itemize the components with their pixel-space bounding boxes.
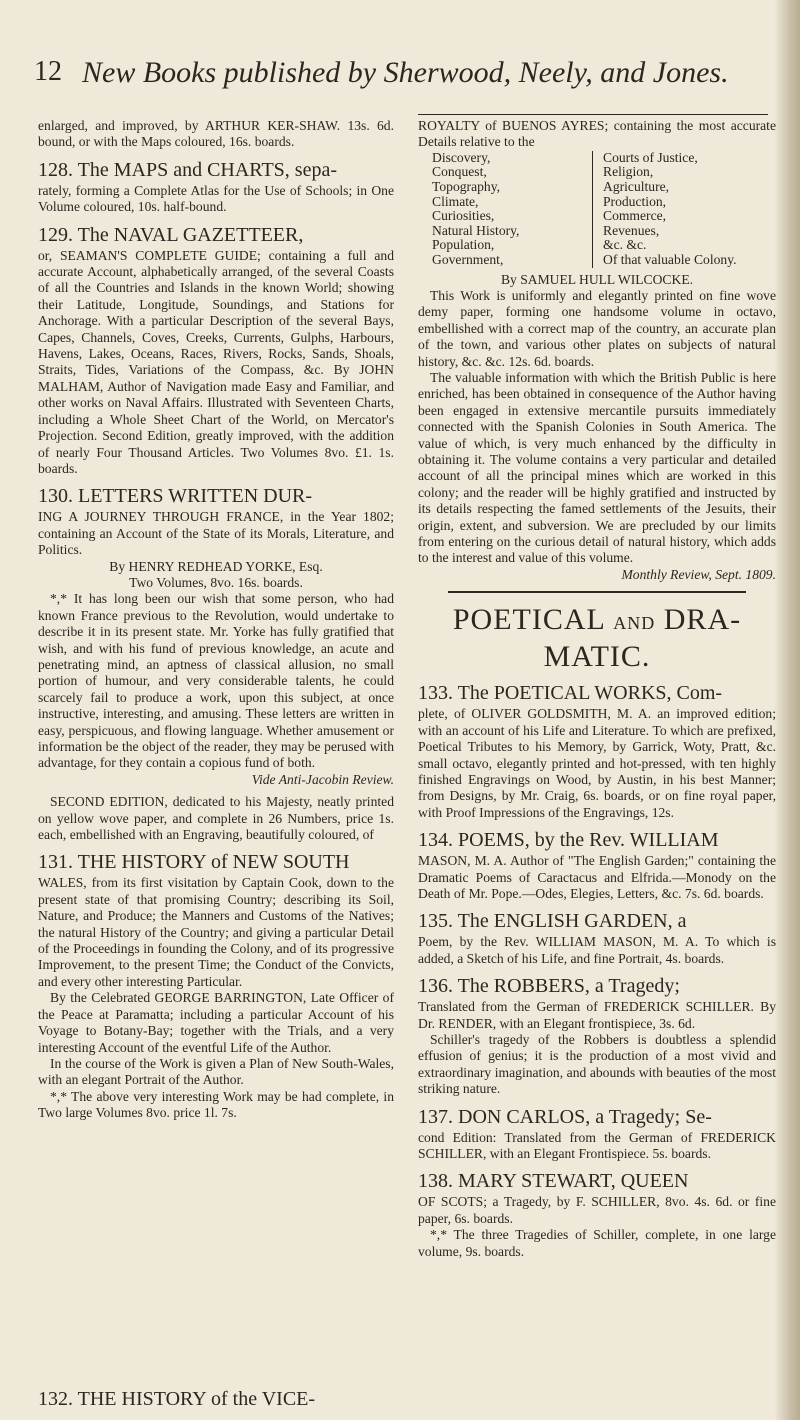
left-column: [38, 118, 394, 1122]
running-header: [34, 56, 754, 96]
topic-item: Religion,: [603, 164, 654, 180]
entry-131-body: WALES, from its first visitation by Captain Cook, down to the present state of that promising Country; describing its Soil, Nature, and Produce; the Manners and Customs of the Natives; the natural History of the Country; and giving a particular Detail of the Proceedings in founding the Colony, and of its progressive Improvement, to the present Time; the Conduct of the Convicts, and every other interesting Particular.: [38, 875, 394, 989]
topic-item: &c. &c.: [603, 237, 647, 253]
entry-134-body: MASON, M. A. Author of "The English Garden;" containing the Dramatic Poems of Caractacus and Elfrida.—Monody on the Death of Mr. Pope.—Odes, Elegies, Letters, &c. 7s. 6d. boards.: [418, 853, 776, 901]
section-rule: [448, 591, 746, 593]
section-title-poetical: POETICAL: [452, 603, 605, 637]
topic-item: Government,: [432, 251, 504, 267]
entry-136-note: Schiller's tragedy of the Robbers is doubtless a splendid effusion of genius; it is the production of a most vivid and extraordinary imagination, and abounds with beauties of the most striking nature.: [418, 1031, 776, 1097]
topic-item: Topography,: [432, 179, 501, 194]
right-column: [418, 118, 776, 1260]
topic-item: Of that valuable Colony.: [603, 251, 737, 267]
page-edge-shadow: [774, 0, 800, 1420]
topic-item: Production,: [603, 193, 667, 209]
entry-134-heading: 134. POEMS, by the Rev. WILLIAM: [418, 829, 719, 852]
entry-137-heading: 137. DON CARLOS, a Tragedy; Se-: [418, 1105, 712, 1128]
topics-left-list: [432, 151, 592, 268]
entry-129-heading: 129. The NAVAL GAZETTEER,: [38, 223, 304, 246]
entry-129-body: or, SEAMAN'S COMPLETE GUIDE; containing a full and accurate Account, alphabetically arranged, of the several Coasts of all the Countries and Islands in the known World; showing their Latitude, Longitude, Soundings, and Stations for Anchorage. With a particular Description of the several Bays, Capes, Channels, Coves, Creeks, Currents, Gulphs, Harbours, Havens, Lakes, Oceans, Races, Rivers, Rocks, Sands, Shoals, Straits, Tides, Variations of the Compass, &c. By JOHN MALHAM, Author of Navigation made Easy and Familiar, and other works on Naval Affairs. Illustrated with Seventeen Charts, including a Whole Sheet Chart of the World, on Mercator's Projection. Second Edition, greatly improved, with the addition of nearly Four Thousand Articles. Two Volumes 8vo. £1. 1s. boards.: [38, 247, 394, 476]
entry-137-body: cond Edition: Translated from the German of FREDERICK SCHILLER, with an Elegant Frontispiece. 5s. boards.: [418, 1129, 776, 1161]
entry-130-heading: 130. LETTERS WRITTEN DUR-: [38, 485, 313, 508]
entry-128-body: rately, forming a Complete Atlas for the Use of Schools; in One Volume coloured, 10s. half-bound.: [38, 182, 394, 215]
entry-130-note: *,* It has long been our wish that some person, who had known France previous to the Revolution, would undertake to describe it in its present state. Mr. Yorke has fully gratified that wish, and with his fund of previous knowledge, an acute and penetrating mind, an aptness of classical allusion, no small portion of humour, and very considerable talents, he could scarcely fail to produce a work, upon this subject, at once instructive, interesting, and amusing. These letters are written in easy, perspicuous, and flowing language. Whether amusement or information be the object of the reader, they may be perused with advantage, for they contain a copious fund of both.: [38, 591, 394, 771]
entry-131-heading: 131. THE HISTORY of NEW SOUTH: [38, 851, 350, 874]
entry-130-source: Vide Anti-Jacobin Review.: [251, 771, 394, 787]
entry-131-plan: In the course of the Work is given a Plan of New South-Wales, with an elegant Portrait of the Author.: [38, 1055, 394, 1088]
entry-136-heading: 136. The ROBBERS, a Tragedy;: [418, 975, 680, 998]
entry-130-author: By HENRY REDHEAD YORKE, Esq.: [109, 558, 323, 574]
royalty-review: The valuable information with which the British Public is here enriched, has been obtained in consequence of the Author having been engaged in extensive mercantile pursuits immediately connected with the Spanish Colonies in South America. The value of which, is very much enhanced by the difficulty in obtaining it. The volume contains a very particular and detailed account of all the principal mines which are worked in this colony; and the reader will be highly gratified and instructed by its details respecting the famed settlements of the Jesuits, their origin, extent, and subversion. We are precluded by our limits from entering on the curious detail of natural history, which adds to the interest and value of this volume.: [418, 370, 776, 566]
entry-136-body: Translated from the German of FREDERICK SCHILLER. By Dr. RENDER, with an Elegant frontispiece, 3s. 6d.: [418, 999, 776, 1031]
topic-item: Climate,: [432, 193, 479, 209]
royalty-source: Monthly Review, Sept. 1809.: [621, 566, 776, 582]
entry-138-body: OF SCOTS; a Tragedy, by F. SCHILLER, 8vo. 4s. 6d. or fine paper, 6s. boards.: [418, 1194, 776, 1226]
entry-131-note: *,* The above very interesting Work may be had complete, in Two large Volumes 8vo. price 1l. 7s.: [38, 1088, 394, 1121]
entry-128-heading: 128. The MAPS and CHARTS, sepa-: [38, 158, 337, 181]
topics-right-list: [592, 151, 763, 268]
page-number: 12: [34, 56, 62, 87]
section-title-and: AND: [613, 613, 656, 634]
entry-138-note: *,* The three Tragedies of Schiller, complete, in one large volume, 9s. boards.: [418, 1227, 776, 1259]
topic-item: Courts of Justice,: [603, 149, 698, 165]
running-title: New Books published by Sherwood, Neely, and Jones.: [82, 56, 729, 89]
entry-135-heading: 135. The ENGLISH GARDEN, a: [418, 910, 687, 933]
topic-item: Commerce,: [603, 208, 667, 224]
topic-item: Natural History,: [432, 222, 520, 238]
royalty-description: This Work is uniformly and elegantly printed on fine wove demy paper, forming one handsome volume in octavo, embellished with a correct map of the country, an accurate plan of the town, and various other plates on subjects of natural history, &c. &c. 12s. 6d. boards.: [418, 287, 776, 369]
entry-131-author: By the Celebrated GEORGE BARRINGTON, Late Officer of the Peace at Paramatta; including a particular Account of his Voyage to Botany-Bay; together with the Trials, and a very interesting Account of the eventful Life of the Author.: [38, 990, 394, 1055]
entry-135-body: Poem, by the Rev. WILLIAM MASON, M. A. To which is added, a Sketch of his Life, and fine Portrait, 4s. boards.: [418, 934, 776, 966]
section-title-dramatic: DRA-MATIC.: [543, 603, 742, 674]
topic-item: Conquest,: [432, 164, 487, 180]
topic-item: Agriculture,: [603, 179, 670, 194]
entry-130-price: Two Volumes, 8vo. 16s. boards.: [129, 574, 303, 590]
entry-132-heading: 132. THE HISTORY of the VICE-: [38, 1388, 316, 1410]
topic-item: Curiosities,: [432, 208, 495, 224]
second-edition-notice: SECOND EDITION, dedicated to his Majesty, neatly printed on yellow wove paper, and complete in 26 Numbers, price 1s. each, embellished with an Engraving, beautifully coloured, of: [38, 794, 394, 843]
continued-text: enlarged, and improved, by ARTHUR KER-SHAW. 13s. 6d. bound, or with the Maps coloured, 16s. boards.: [38, 118, 394, 150]
topic-item: Discovery,: [432, 149, 491, 165]
entry-138-heading: 138. MARY STEWART, QUEEN: [418, 1170, 689, 1193]
entry-133-body: plete, of OLIVER GOLDSMITH, M. A. an improved edition; with an account of his Life and Literature. To which are prefixed, Poetical Tributes to his Memory, by Garrick, Woty, Pratt, &c. small octavo, elegantly printed and hot-pressed, with ten highly finished Engravings on Wood, by Austin, in his best Manner; from Designs, by Mr. Craig, 6s. boards, or on fine royal paper, with Proof Impressions of the Engravings, 12s.: [418, 706, 776, 820]
entry-130-body: ING A JOURNEY THROUGH FRANCE, in the Year 1802; containing an Account of the State of its Morals, Literature, and Politics.: [38, 509, 394, 558]
column-top-rule: [418, 114, 768, 115]
royalty-title: ROYALTY of BUENOS AYRES; containing the most accurate Details relative to the: [418, 118, 776, 150]
topics-list: [432, 151, 776, 268]
entry-133-heading: 133. The POETICAL WORKS, Com-: [418, 682, 723, 705]
topic-item: Population,: [432, 237, 495, 253]
royalty-author: By SAMUEL HULL WILCOCKE.: [500, 271, 694, 287]
section-title: [418, 603, 776, 674]
topic-item: Revenues,: [603, 222, 660, 238]
